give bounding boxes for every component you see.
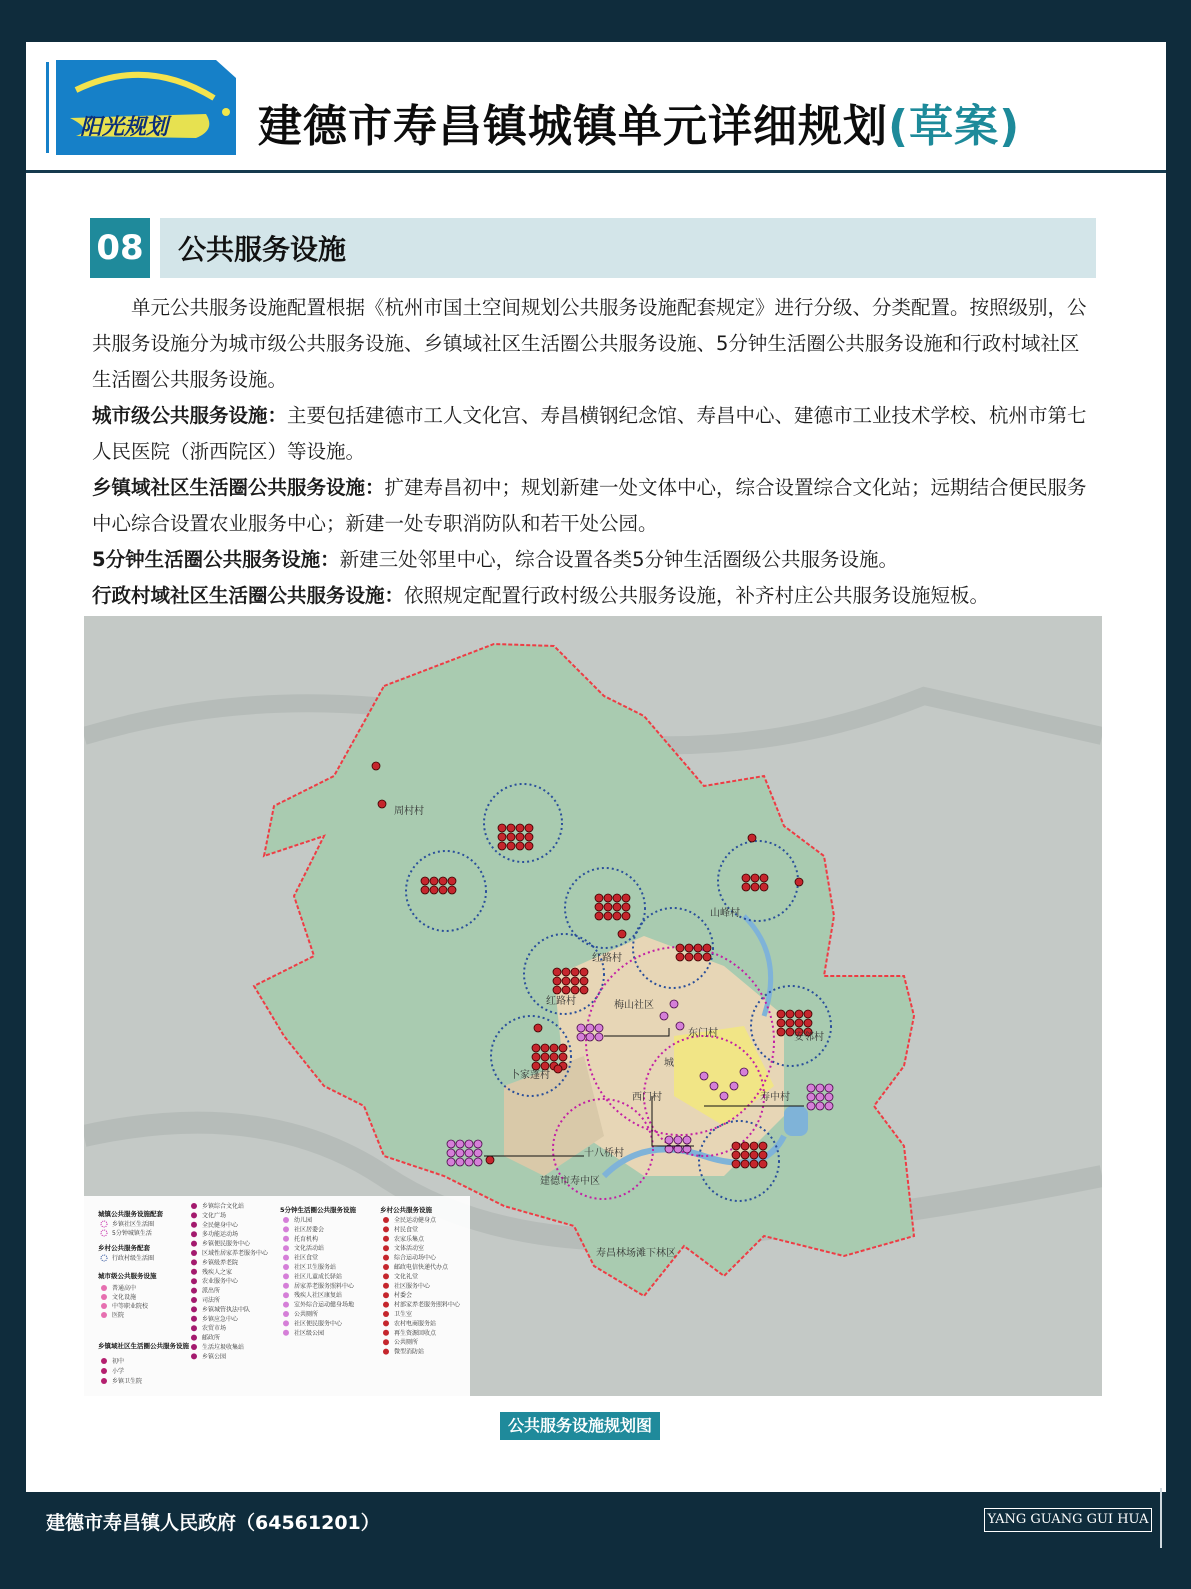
legend-swatch <box>191 1335 197 1341</box>
footer-divider <box>1160 1488 1162 1548</box>
map-caption: 公共服务设施规划图 <box>500 1412 660 1440</box>
legend-item: 乡镇综合文化站 <box>202 1203 245 1210</box>
item-paragraph <box>92 578 1092 614</box>
item-text: 主要包括建德市工人文化宫、寿昌横钢纪念馆、寿昌中心、建德市工业技术学校、杭州市第七人民医院（浙西院区）等设施。 <box>92 404 1087 463</box>
item-paragraph <box>92 542 1092 578</box>
legend-swatch <box>383 1226 389 1232</box>
page-panel <box>26 42 1166 1492</box>
legend-swatch <box>283 1330 289 1336</box>
legend-swatch <box>191 1203 197 1209</box>
legend-swatch <box>383 1339 389 1345</box>
legend-heading: 乡镇域社区生活圈公共服务设施 <box>98 1342 189 1350</box>
place-label: 东门村 <box>688 1028 718 1039</box>
legend-heading: 城镇公共服务设施配套 <box>98 1210 163 1218</box>
place-label: 寿昌林场滩下林区 <box>596 1248 676 1259</box>
item-paragraph <box>92 470 1092 542</box>
legend-swatch <box>283 1264 289 1270</box>
legend-item: 农贸市场 <box>202 1325 227 1333</box>
legend-item: 文化广场 <box>202 1212 227 1220</box>
legend-item: 幼儿园 <box>294 1217 313 1224</box>
legend-swatch <box>191 1241 197 1247</box>
legend-swatch <box>283 1292 289 1298</box>
legend-heading: 城市级公共服务设施 <box>98 1272 157 1280</box>
legend-swatch <box>191 1325 197 1331</box>
item-label: 行政村域社区生活圈公共服务设施： <box>92 584 405 607</box>
item-text: 新建三处邻里中心，综合设置各类5分钟生活圈级公共服务设施。 <box>339 548 898 571</box>
legend-item: 再生资源回收点 <box>394 1329 437 1337</box>
legend-item: 邮政所 <box>202 1334 221 1342</box>
legend-item: 乡镇公园 <box>202 1353 227 1361</box>
legend-item: 社区级公园 <box>294 1329 325 1337</box>
legend-item: 综合运动场中心 <box>394 1254 437 1262</box>
intro-paragraph: 单元公共服务设施配置根据《杭州市国土空间规划公共服务设施配套规定》进行分级、分类配置。按照级别，公共服务设施分为城市级公共服务设施、乡镇域社区生活圈公共服务设施、5分钟生活圈公共服务设施和行政村域社区生活圈公共服务设施。 <box>92 296 1087 391</box>
legend-swatch <box>383 1264 389 1270</box>
legend-swatch <box>283 1217 289 1223</box>
legend-item: 托育机构 <box>294 1235 319 1243</box>
legend-swatch <box>383 1311 389 1317</box>
legend-swatch <box>383 1245 389 1251</box>
place-label: 卜家蓬村 <box>510 1070 550 1081</box>
legend-item: 乡镇卫生院 <box>112 1378 143 1385</box>
legend-item: 全民运动健身点 <box>394 1217 437 1224</box>
legend-swatch <box>383 1330 389 1336</box>
legend-swatch <box>191 1250 197 1256</box>
legend-swatch <box>191 1212 197 1218</box>
facility-plan-map <box>84 616 1102 1396</box>
item-paragraph <box>92 398 1092 470</box>
logo-text: 阳光规划 <box>80 115 169 140</box>
footer-government: 建德市寿昌镇人民政府（64561201） <box>46 1512 380 1534</box>
legend-item: 村民食堂 <box>394 1226 419 1234</box>
legend-swatch <box>283 1320 289 1326</box>
legend-item: 微型消防站 <box>394 1348 425 1356</box>
legend-item: 派出所 <box>202 1287 221 1295</box>
body-text <box>92 290 1092 614</box>
item-label: 5分钟生活圈公共服务设施： <box>92 548 340 571</box>
place-label: 红路村 <box>592 953 622 964</box>
place-label: 西门村 <box>632 1092 662 1103</box>
section-header <box>90 218 1096 278</box>
yangguang-logo <box>46 60 246 155</box>
legend-item: 医院 <box>112 1312 125 1319</box>
legend-item: 社区食堂 <box>294 1254 319 1262</box>
legend-swatch <box>283 1283 289 1289</box>
legend-item: 初中 <box>112 1358 125 1365</box>
place-label: 周村村 <box>394 806 424 817</box>
legend-item: 社区服务中心 <box>394 1282 431 1290</box>
legend-item: 区域性居家养老服务中心 <box>202 1250 269 1257</box>
legend-swatch <box>283 1226 289 1232</box>
legend-item: 村委会 <box>394 1292 413 1300</box>
legend-item: 社区卫生服务站 <box>294 1264 337 1271</box>
legend-swatch <box>383 1236 389 1242</box>
legend-item: 农家乐集点 <box>394 1235 425 1243</box>
legend-item: 社区居委会 <box>294 1226 325 1234</box>
legend-item: 乡镇应急中心 <box>202 1315 239 1323</box>
legend-item: 乡镇社区生活圈 <box>112 1221 155 1228</box>
header <box>26 42 1166 172</box>
place-label: 城 <box>664 1058 674 1069</box>
legend-item: 文化礼堂 <box>394 1273 419 1281</box>
legend-swatch <box>383 1349 389 1355</box>
legend-swatch <box>283 1236 289 1242</box>
legend-swatch <box>191 1278 197 1284</box>
legend-item: 室外综合运动健身场地 <box>294 1301 355 1309</box>
place-label: 梅山社区 <box>614 1000 654 1011</box>
legend-item: 乡镇便民服务中心 <box>202 1240 251 1248</box>
legend-swatch <box>383 1302 389 1308</box>
legend-item: 卫生室 <box>394 1311 413 1318</box>
place-label: 山峰村 <box>710 908 740 919</box>
legend-item: 农村电商服务站 <box>394 1320 437 1328</box>
legend-item: 残疾人之家 <box>202 1268 233 1276</box>
legend-item: 公共厕所 <box>394 1339 419 1347</box>
legend-swatch <box>283 1302 289 1308</box>
legend-item: 文体活动室 <box>394 1245 425 1253</box>
legend-item: 全民健身中心 <box>202 1221 239 1229</box>
legend-swatch <box>191 1288 197 1294</box>
legend-swatch <box>383 1292 389 1298</box>
legend-swatch <box>191 1297 197 1303</box>
legend-item: 乡镇城管执法中队 <box>202 1306 251 1314</box>
legend-item: 小学 <box>112 1368 125 1375</box>
place-label: 红路村 <box>546 996 576 1007</box>
legend-swatch <box>191 1353 197 1359</box>
legend-swatch <box>191 1316 197 1322</box>
legend-swatch <box>191 1344 197 1350</box>
legend-swatch <box>191 1222 197 1228</box>
legend-item: 生活垃圾收集站 <box>202 1344 245 1351</box>
item-label: 乡镇域社区生活圈公共服务设施： <box>92 476 385 499</box>
legend-swatch <box>383 1255 389 1261</box>
section-number: 08 <box>90 218 150 278</box>
item-text: 依照规定配置行政村级公共服务设施，补齐村庄公共服务设施短板。 <box>404 584 990 607</box>
section-title: 公共服务设施 <box>160 218 1096 278</box>
legend-item: 公共厕所 <box>294 1311 319 1318</box>
legend-item: 普通高中 <box>112 1285 137 1292</box>
legend-swatch <box>191 1306 197 1312</box>
legend-swatch <box>283 1245 289 1251</box>
place-label: 建德市寿中区 <box>540 1176 600 1187</box>
legend-item: 司法所 <box>202 1297 221 1304</box>
legend-heading: 乡村公共服务配套 <box>98 1244 150 1252</box>
legend-item: 村部家养老服务照料中心 <box>394 1301 461 1309</box>
legend-item: 5分钟城镇生活 <box>112 1230 152 1237</box>
place-label: 十八桥村 <box>584 1148 624 1159</box>
legend-heading: 乡村公共服务设施 <box>380 1206 432 1214</box>
legend-swatch <box>283 1273 289 1279</box>
legend-swatch <box>191 1269 197 1275</box>
legend-swatch <box>191 1259 197 1265</box>
footer-brand: YANG GUANG GUI HUA <box>984 1508 1152 1532</box>
legend-item: 乡镇级养老院 <box>202 1259 239 1267</box>
legend-swatch <box>283 1255 289 1261</box>
legend-swatch <box>383 1217 389 1223</box>
legend-item: 居家养老服务照料中心 <box>294 1282 355 1290</box>
title-suffix: (草案) <box>888 101 1021 152</box>
legend-item: 文化设施 <box>112 1294 137 1301</box>
legend-item: 多功能运动场 <box>202 1231 239 1239</box>
place-label: 寿中村 <box>760 1092 790 1103</box>
legend-item: 邮政电信快递代办点 <box>394 1264 449 1271</box>
legend-heading: 5分钟生活圈公共服务设施 <box>280 1206 357 1214</box>
place-label: 安邻村 <box>794 1032 824 1043</box>
legend-item: 社区便民服务中心 <box>294 1320 343 1328</box>
legend-swatch <box>383 1283 389 1289</box>
legend-item: 文化活动站 <box>294 1245 325 1253</box>
legend-swatch <box>383 1320 389 1326</box>
legend-item: 社区儿童成长驿站 <box>294 1273 343 1281</box>
legend-swatch <box>191 1231 197 1237</box>
legend-item: 残疾人社区康复站 <box>294 1292 343 1300</box>
item-label: 城市级公共服务设施： <box>92 404 288 427</box>
header-divider <box>26 170 1166 173</box>
legend-swatch <box>383 1273 389 1279</box>
legend-swatch <box>283 1311 289 1317</box>
item-text: 扩建寿昌初中；规划新建一处文体中心，综合设置综合文化站；远期结合便民服务中心综合设置农业服务中心；新建一处专职消防队和若干处公园。 <box>92 476 1087 535</box>
legend-item: 中等职业院校 <box>112 1303 149 1310</box>
page-title: 建德市寿昌镇城镇单元详细规划(草案) <box>258 101 1021 152</box>
legend-item: 农业服务中心 <box>202 1278 239 1286</box>
legend-item: 行政村级生活圈 <box>112 1255 155 1262</box>
map-legend <box>84 1196 470 1396</box>
